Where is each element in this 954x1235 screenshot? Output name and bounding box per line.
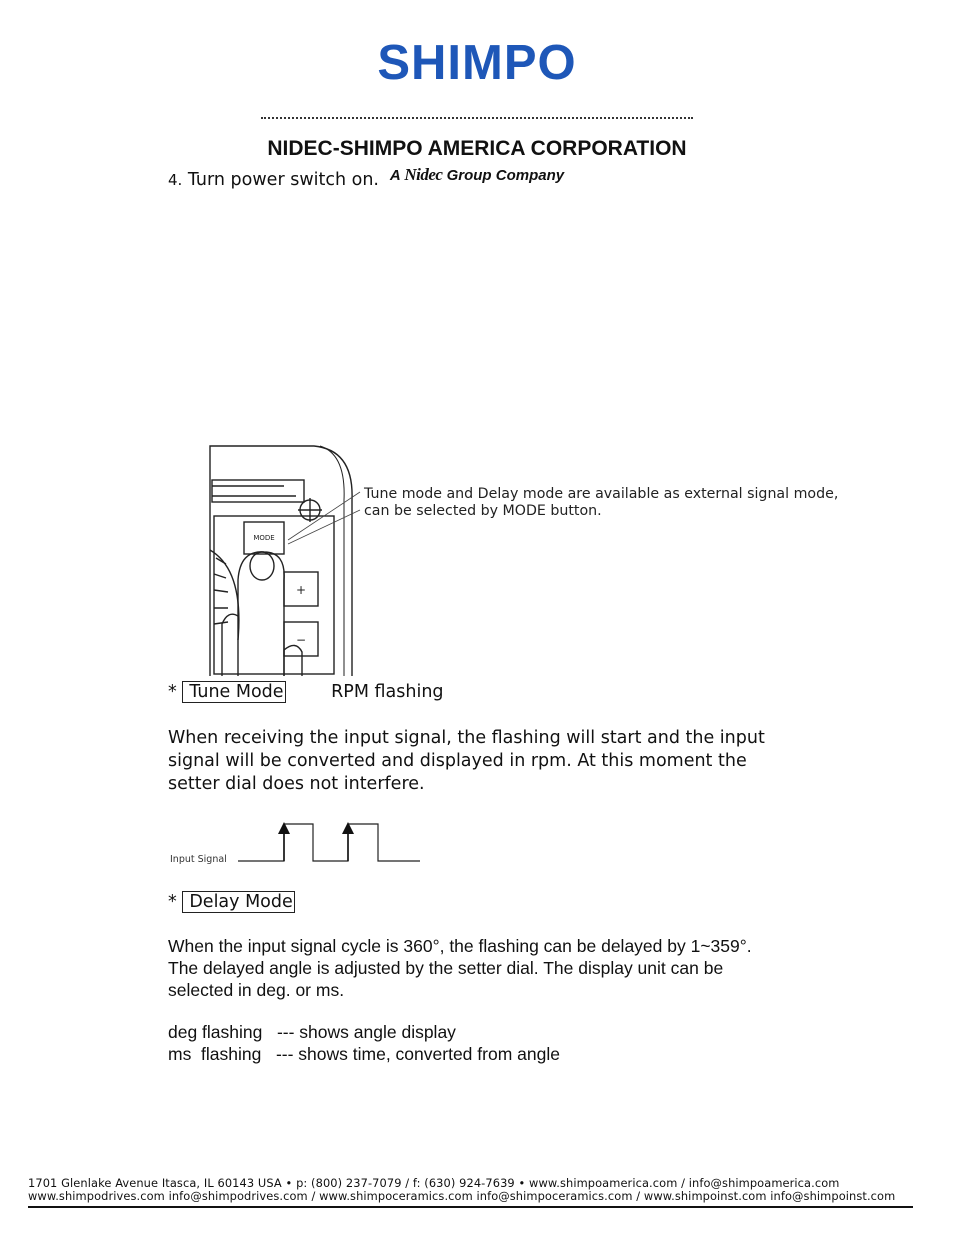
delay-desc-line-2: The delayed angle is adjusted by the setter dial. The display unit can be: [168, 958, 724, 978]
tune-mode-heading: [168, 681, 444, 704]
delay-asterisk: *: [168, 892, 177, 912]
tune-mode-description: [168, 727, 828, 796]
device-minus-label: −: [295, 633, 307, 647]
step-number: 4.: [168, 171, 183, 189]
delay-desc-line-3: selected in deg. or ms.: [168, 980, 345, 1000]
page-footer: [28, 1177, 913, 1203]
deg-flashing-row: deg flashing --- shows angle display: [168, 1022, 456, 1042]
step-4: [168, 169, 379, 192]
group-suffix: Group Company: [446, 167, 565, 184]
group-prefix: A: [389, 167, 401, 184]
company-name: NIDEC-SHIMPO AMERICA CORPORATION: [267, 137, 687, 160]
shimpo-logo: SHIMPO: [377, 36, 577, 90]
pulse-waveform: [238, 824, 420, 861]
input-signal-label: Input Signal: [170, 854, 227, 865]
delay-mode-description: [168, 935, 848, 1001]
display-unit-legend: [168, 1021, 848, 1065]
dotted-divider: [261, 117, 693, 119]
tune-asterisk: *: [168, 682, 177, 702]
delay-mode-heading: [168, 891, 295, 914]
footer-rule: [28, 1206, 913, 1208]
mode-button-illustration: [204, 440, 364, 680]
mode-callout: [364, 486, 884, 520]
company-letterhead: [259, 36, 695, 184]
delay-desc-line-1: When the input signal cycle is 360°, the flashing can be delayed by 1~359°.: [168, 936, 752, 956]
input-signal-diagram: [168, 818, 428, 870]
footer-address-line: 1701 Glenlake Avenue Itasca, IL 60143 USA • p: (800) 237-7079 / f: (630) 924-7639 • www.shimpoamerica.com / info@shimpoamerica.com: [28, 1176, 840, 1190]
tune-mode-label: Tune Mode: [182, 681, 285, 703]
callout-line-1: Tune mode and Delay mode are available as external signal mode,: [364, 486, 839, 502]
footer-websites-line: www.shimpodrives.com info@shimpodrives.com / www.shimpoceramics.com info@shimpoceramics.com / www.shimpoinst.com info@shimpoinst.com: [28, 1189, 896, 1203]
device-plus-label: +: [295, 583, 307, 597]
nidec-logo: Nidec: [404, 165, 443, 184]
rpm-flashing-status: RPM flashing: [331, 682, 444, 702]
tune-desc-line-1: When receiving the input signal, the flashing will start and the input: [168, 728, 765, 748]
tune-desc-line-3: setter dial does not interfere.: [168, 774, 425, 794]
device-mode-label: MODE: [253, 534, 275, 542]
tune-desc-line-2: signal will be converted and displayed in rpm. At this moment the: [168, 751, 747, 771]
delay-mode-label: Delay Mode: [182, 891, 294, 913]
ms-flashing-row: ms flashing --- shows time, converted from angle: [168, 1044, 560, 1064]
step-text: Turn power switch on.: [187, 170, 379, 190]
callout-line-2: can be selected by MODE button.: [364, 503, 602, 519]
callout-leader: [288, 510, 360, 544]
